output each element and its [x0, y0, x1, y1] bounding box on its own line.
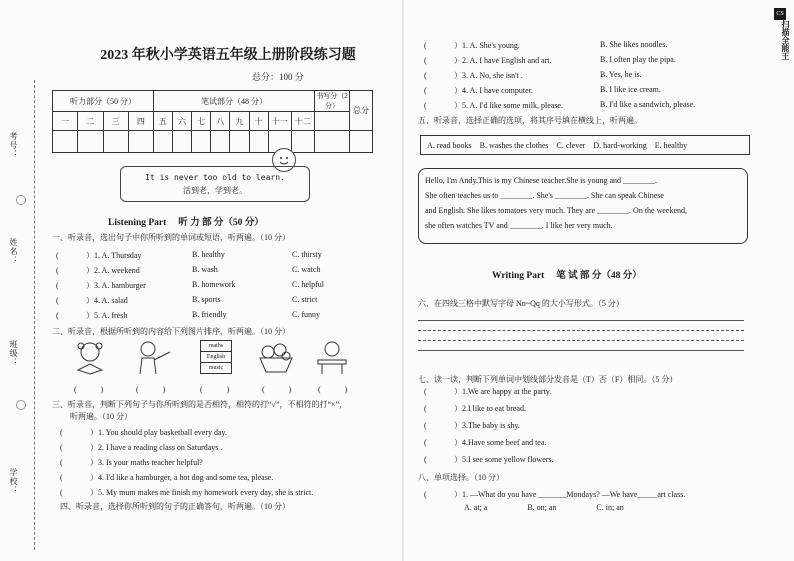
answer-blank[interactable]: ( — [56, 251, 59, 260]
reading-passage — [418, 168, 748, 244]
mc-question-text: ）1. —What do you have _______Mondays? —We have_____art class. — [454, 490, 686, 499]
option-a: ）2. A. weekend — [86, 266, 140, 275]
section4-instruction: 四、听录音，选择你所听到的句子的正确答句，听两遍。（10 分） — [60, 502, 290, 511]
option-b: B. sports — [192, 295, 221, 304]
motto-english: It is never too old to learn. — [145, 173, 285, 182]
phonics-row — [424, 454, 554, 465]
score-cell[interactable] — [192, 131, 211, 153]
book-label: music — [200, 363, 232, 374]
section6-instruction: 六、在四线三格中默写字母 Nn~Qq 的大小写形式。（5 分） — [418, 299, 624, 308]
score-cell[interactable] — [173, 131, 192, 153]
answer-blank[interactable]: ( — [424, 56, 427, 65]
answer-blank[interactable]: ( — [424, 71, 427, 80]
mc-question — [424, 489, 685, 500]
question-row — [56, 295, 128, 306]
section-number: 七 — [192, 112, 211, 131]
option-c: C. thirsty — [292, 250, 322, 259]
question-row — [56, 265, 140, 276]
answer-blank[interactable]: ( — [424, 387, 427, 396]
writing-guideline — [418, 350, 744, 351]
judge-row — [60, 442, 222, 453]
answer-blank[interactable]: ( — [56, 266, 59, 275]
option-b: B. Yes, he is. — [600, 70, 642, 79]
phonics-row — [424, 420, 520, 431]
answer-blank[interactable]: ( — [424, 86, 427, 95]
choice-row — [424, 40, 520, 51]
section-number: 八 — [211, 112, 230, 131]
name-label: 姓名： — [9, 238, 18, 265]
score-cell[interactable] — [78, 131, 103, 153]
score-cell[interactable] — [211, 131, 230, 153]
answer-blank[interactable]: ( — [424, 101, 427, 110]
writing-guideline — [418, 320, 744, 321]
option-c: C. watch — [292, 265, 321, 274]
picture-blank[interactable]: ( ) — [200, 385, 230, 394]
phonics-sentence: ）4.Have some beef and tea. — [454, 438, 547, 447]
girl-reading-icon — [70, 340, 110, 376]
option-a: ）4. A. I have computer. — [454, 86, 533, 95]
boy-desk-icon — [312, 340, 352, 376]
section-number: 五 — [154, 112, 173, 131]
option-a: ）4. A. salad — [86, 296, 128, 305]
section-number: 九 — [230, 112, 249, 131]
class-label: 班级： — [9, 340, 18, 367]
question-row — [56, 250, 141, 261]
judge-row — [60, 427, 227, 438]
mc-options: A. at; a B. on; an C. in; an — [464, 503, 624, 512]
score-cell[interactable] — [315, 131, 350, 153]
binding-hole — [16, 400, 26, 410]
listening-header: 听力部分（50 分） — [53, 91, 154, 112]
answer-blank[interactable]: ( — [60, 488, 63, 497]
score-cell[interactable] — [53, 131, 78, 153]
option-a: ）5. A. I'd like some milk, please. — [454, 101, 563, 110]
section-number: 十二 — [291, 112, 314, 131]
section-number: 四 — [128, 112, 153, 131]
judge-row — [60, 457, 203, 468]
option-b: B. homework — [192, 280, 236, 289]
answer-blank[interactable]: ( — [424, 41, 427, 50]
section5-instruction: 五、听录音，选择正确的选项，将其序号填在横线上，听两遍。 — [418, 116, 642, 125]
choice-row — [424, 55, 552, 66]
judge-row — [60, 487, 313, 498]
section8-instruction: 八、单项选择。（10 分） — [418, 473, 504, 482]
total-header: 总分 — [350, 91, 373, 131]
answer-blank[interactable]: ( — [424, 404, 427, 413]
option-b: B. I like ice cream. — [600, 85, 661, 94]
handwriting-score-cell[interactable] — [315, 112, 350, 131]
word-option: A. read books — [427, 141, 472, 150]
option-a: ）1. A. She's young. — [454, 41, 520, 50]
answer-blank[interactable]: ( — [56, 281, 59, 290]
phonics-sentence: ）1.We are happy at the party. — [454, 387, 552, 396]
answer-blank[interactable]: ( — [424, 455, 427, 464]
phonics-row — [424, 437, 546, 448]
listening-heading: Listening Part 听 力 部 分（50 分） — [108, 218, 264, 228]
total-score: 总分：100 分 — [252, 72, 304, 82]
option-a: ）1. A. Thursday — [86, 251, 142, 260]
word-option: C. clever — [556, 141, 586, 150]
motto-banner — [120, 166, 310, 202]
score-cell[interactable] — [154, 131, 173, 153]
exam-title: 2023 年秋小学英语五年级上册阶段练习题 — [100, 48, 356, 63]
total-score-cell[interactable] — [350, 131, 373, 153]
option-b: B. She likes noodles. — [600, 40, 668, 49]
word-option: D. hard-working — [593, 141, 647, 150]
handwriting-header: 书写分（2 分） — [316, 92, 348, 110]
written-header: 笔试部分（48 分） — [154, 91, 315, 112]
word-option: B. washes the clothes — [479, 141, 549, 150]
phonics-row — [424, 386, 551, 397]
judge-sentence: ）5. My mum makes me finish my homework every day, she is strict. — [90, 488, 314, 497]
passage-line: she often watches TV and ________. I like her very much. — [425, 221, 613, 230]
picture-blank[interactable]: ( ) — [262, 385, 292, 394]
option-c: C. funny — [292, 310, 320, 319]
passage-line: She often teaches us to ________. She's ________. She can speak Chinese — [425, 191, 664, 200]
book-label: English — [200, 352, 232, 363]
picture-blank[interactable]: ( ) — [318, 385, 348, 394]
choice-row — [424, 100, 563, 111]
score-cell[interactable] — [128, 131, 153, 153]
judge-sentence: ）3. Is your maths teacher helpful? — [90, 458, 203, 467]
option-a: ）5. A. fresh — [86, 311, 128, 320]
answer-blank[interactable]: ( — [60, 473, 63, 482]
writing-guideline — [418, 330, 744, 331]
option-c: C. helpful — [292, 280, 324, 289]
writing-heading: Writing Part 笔 试 部 分（48 分） — [492, 271, 642, 281]
answer-blank[interactable]: ( — [424, 490, 427, 499]
score-cell[interactable] — [103, 131, 128, 153]
section-number: 二 — [78, 112, 103, 131]
answer-blank[interactable]: ( — [60, 458, 63, 467]
passage-line: Hello, I'm Andy.This is my Chinese teacher.She is young and ________. — [425, 176, 658, 185]
option-c: C. strict — [292, 295, 318, 304]
word-option: E. healthy — [654, 141, 688, 150]
option-b: B. wash — [192, 265, 218, 274]
picture-blank[interactable]: ( ) — [74, 385, 104, 394]
writing-guideline — [418, 340, 744, 341]
question-row — [56, 280, 146, 291]
section-number: 十 — [249, 112, 268, 131]
school-label: 学校： — [9, 468, 18, 495]
judge-sentence: ）4. I'd like a hamburger, a hot dog and some tea, please. — [90, 473, 274, 482]
teacher-icon — [134, 340, 174, 376]
answer-blank[interactable]: ( — [60, 428, 63, 437]
option-b: B. friendly — [192, 310, 227, 319]
scanner-badge-text: 扫描全能王 — [781, 20, 790, 60]
score-cell[interactable] — [249, 131, 268, 153]
option-a: ）3. A. hamburger — [86, 281, 146, 290]
section-number: 三 — [103, 112, 128, 131]
option-a: ）2. A. I have English and art. — [454, 56, 552, 65]
section2-instruction: 二、听录音，根据所听到的内容给下列图片排序，听两遍。（10 分） — [52, 327, 290, 336]
section3-instruction: 三、听录音，判断下列句子与你所听到的是否相符，相符的打“√”，不相符的打“×”， — [52, 400, 348, 409]
choice-row — [424, 85, 533, 96]
answer-blank[interactable]: ( — [60, 443, 63, 452]
phonics-sentence: ）3.The baby is shy. — [454, 421, 520, 430]
cs-logo-icon: CS — [774, 8, 786, 20]
right-page — [404, 0, 794, 561]
phonics-row — [424, 403, 526, 414]
judge-row — [60, 472, 273, 483]
score-cell[interactable] — [230, 131, 249, 153]
option-a: ）3. A. No, she isn't . — [454, 71, 523, 80]
food-basket-icon — [256, 340, 296, 376]
question-row — [56, 310, 127, 321]
section-number: 十一 — [268, 112, 291, 131]
binding-hole — [16, 195, 26, 205]
phonics-sentence: ）2.I like to eat bread. — [454, 404, 526, 413]
section1-instruction: 一、听录音，选出句子中你所听到的单词或短语，听两遍。（10 分） — [52, 233, 290, 242]
section3-instruction-cont: 听两遍。（10 分） — [70, 412, 132, 421]
binding-gutter — [0, 0, 52, 561]
exam-number-label: 考号： — [9, 132, 18, 159]
option-b: B. I often play the pipa. — [600, 55, 676, 64]
passage-line: and English. She likes tomatoes very much. They are ________. On the weekend, — [425, 206, 688, 215]
answer-blank[interactable]: ( — [424, 438, 427, 447]
answer-blank[interactable]: ( — [56, 311, 59, 320]
judge-sentence: ）2. I have a reading class on Saturdays . — [90, 443, 223, 452]
score-table — [52, 90, 373, 153]
option-b: B. I'd like a sandwich, please. — [600, 100, 696, 109]
option-b: B. healthy — [192, 250, 225, 259]
picture-blank[interactable]: ( ) — [136, 385, 166, 394]
seal-line — [34, 80, 35, 550]
word-bank — [420, 135, 750, 155]
book-stack-icon — [200, 340, 232, 376]
section-number: 一 — [53, 112, 78, 131]
choice-row — [424, 70, 523, 81]
judge-sentence: ）1. You should play basketball every day. — [90, 428, 228, 437]
answer-blank[interactable]: ( — [424, 421, 427, 430]
motto-chinese: 活到老，学到老。 — [183, 186, 247, 195]
section7-instruction: 七、读一读，判断下列单词中划线部分发音是（T）否（F）相同。（5 分） — [418, 375, 678, 384]
book-label: maths — [200, 340, 232, 352]
section-number: 六 — [173, 112, 192, 131]
phonics-sentence: ）5.I see some yellow flowers. — [454, 455, 554, 464]
answer-blank[interactable]: ( — [56, 296, 59, 305]
